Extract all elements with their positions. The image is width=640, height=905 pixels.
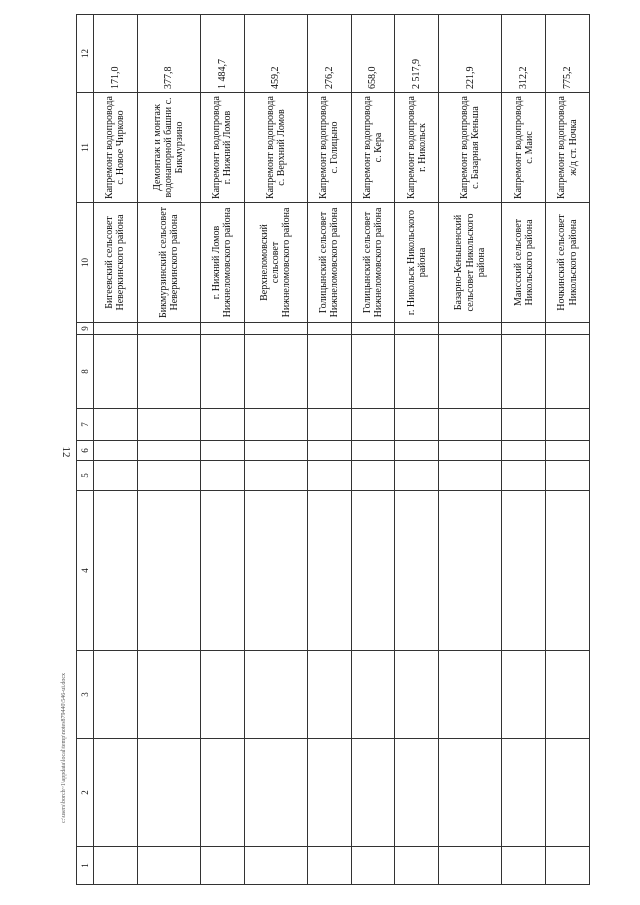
table-row (395, 15, 439, 885)
municipality-cell: Базарно-Кеньшенский сельсовет Никольского района (439, 203, 502, 323)
table-row (439, 15, 502, 885)
amount-cell: 276,2 (307, 15, 351, 93)
col-header: 8 (77, 335, 94, 409)
rotated-table-container (76, 15, 590, 885)
municipality-cell: Голицынский сельсовет Нижнеломовского района (307, 203, 351, 323)
col-header: 12 (77, 15, 94, 93)
amount-cell: 171,0 (94, 15, 138, 93)
work-description-cell: Капремонт водопровода с. Кера (351, 93, 395, 203)
table-row (351, 15, 395, 885)
work-description-cell: Капремонт водопровода г. Никольск (395, 93, 439, 203)
amount-cell: 2 517,9 (395, 15, 439, 93)
work-description-cell: Капремонт водопровода с. Голицыно (307, 93, 351, 203)
col-header: 11 (77, 93, 94, 203)
amount-cell: 312,2 (502, 15, 546, 93)
amount-cell: 1 484,7 (200, 15, 244, 93)
col-header: 3 (77, 651, 94, 739)
col-header: 10 (77, 203, 94, 323)
table-row (546, 15, 590, 885)
header-row (77, 15, 94, 885)
municipality-cell: Маисский сельсовет Никольского района (502, 203, 546, 323)
municipality-cell: Голицынский сельсовет Нижнеломовского района (351, 203, 395, 323)
col-header: 4 (77, 491, 94, 651)
amount-cell: 221,9 (439, 15, 502, 93)
municipality-cell: г. Никольск Никольского района (395, 203, 439, 323)
work-description-cell: Капремонт водопровода ж/д ст. Ночка (546, 93, 590, 203)
work-description-cell: Капремонт водопровода с. Верхний Ломов (244, 93, 307, 203)
work-description-cell: Капремонт водопровода с. Маис (502, 93, 546, 203)
col-header: 1 (77, 847, 94, 885)
work-description-cell: Капремонт водопровода с. Новое Чирково (94, 93, 138, 203)
amount-cell: 658,0 (351, 15, 395, 93)
amount-cell: 377,8 (137, 15, 200, 93)
municipality-cell: Ночкинский сельсовет Никольского района (546, 203, 590, 323)
data-table (76, 14, 590, 885)
municipality-cell: Бигеевский сельсовет Неверкинского района (94, 203, 138, 323)
table-row (94, 15, 138, 885)
municipality-cell: Верхнеломовский сельсовет Нижнеломовского района (244, 203, 307, 323)
col-header: 7 (77, 409, 94, 441)
col-header: 2 (77, 739, 94, 847)
amount-cell: 775,2 (546, 15, 590, 93)
col-header: 9 (77, 323, 94, 335)
municipality-cell: Бикмурзинский сельсовет Неверкинского района (137, 203, 200, 323)
amount-cell: 459,2 (244, 15, 307, 93)
work-description-cell: Капремонт водопровода г. Нижний Ломов (200, 93, 244, 203)
table-row (137, 15, 200, 885)
footer-file-path: c:\users\borch~1\appdata\local\temp\notes879440\546-ui.docx (61, 672, 67, 824)
col-header: 6 (77, 441, 94, 461)
work-description-cell: Демонтаж и монтаж водонапорной башни с. Бикмурзино (137, 93, 200, 203)
work-description-cell: Капремонт водопровода с. Базарная Кеньша (439, 93, 502, 203)
table-row (200, 15, 244, 885)
table-row (244, 15, 307, 885)
col-header: 5 (77, 461, 94, 491)
table-row (502, 15, 546, 885)
page-number: 12 (60, 446, 72, 458)
municipality-cell: г. Нижний Ломов Нижнеломовского района (200, 203, 244, 323)
table-row (307, 15, 351, 885)
